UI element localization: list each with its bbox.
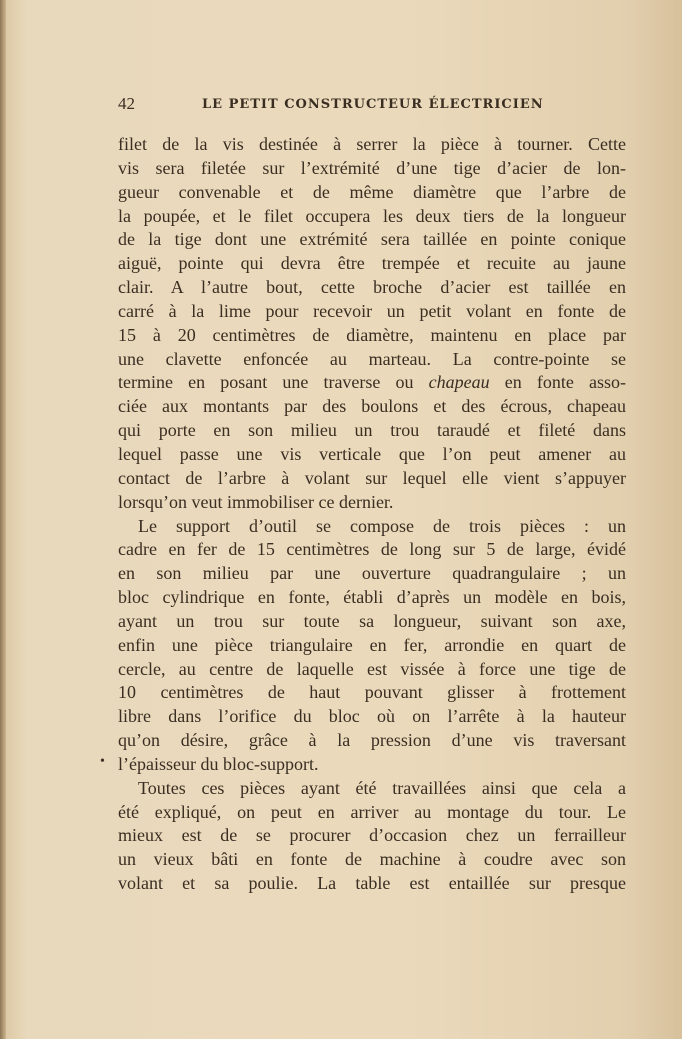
page-number: 42 [118,94,135,113]
text-line: un vieux bâti en fonte de machine à coudre avec son [118,849,626,870]
text-line: clair. A l’autre bout, cette broche d’acier est taillée en [118,277,626,298]
text-line: l’épaisseur du bloc-support. [118,753,319,774]
text-line: une clavette enfoncée au marteau. La contre-pointe se [118,348,626,369]
paragraph [118,133,626,515]
text-line: 15 à 20 centimètres de diamètre, maintenu en place par [118,324,626,345]
text-line: filet de la vis destinée à serrer la pièce à tourner. Cette [118,134,626,154]
text-line: bloc cylindrique en fonte, établi d’après un modèle en bois, [118,587,626,608]
text-line: été expliqué, on peut en arriver au montage du tour. Le [118,801,626,822]
text-line: qui porte en son milieu un trou taraudé et fileté dans [118,420,626,441]
text-line: Toutes ces pièces ayant été travaillées ainsi que cela a [138,777,626,798]
text-line: aiguë, pointe qui devra être trempée et recuite au jaune [118,253,626,274]
text-line: lorsqu’on veut immobiliser ce dernier. [118,491,394,512]
text-line: cadre en fer de 15 centimètres de long sur 5 de large, évidé [118,539,626,560]
text-line: qu’on désire, grâce à la pression d’une vis traversant [118,730,626,751]
text-line: gueur convenable et de même diamètre que l’arbre de [118,181,626,202]
text-line: libre dans l’orifice du bloc où on l’arrête à la hauteur [118,706,626,727]
body-text [118,133,626,896]
text-line: de la tige dont une extrémité sera taillée en pointe conique [118,229,626,250]
text-line: Le support d’outil se compose de trois pièces : un [138,515,626,536]
text-line: contact de l’arbre à volant sur lequel elle vient s’appuyer [118,467,626,488]
text-line: lequel passe une vis verticale que l’on peut amener au [118,443,626,464]
text-line: termine en posant une traverse ou chapeau en fonte asso- [118,372,626,393]
text-line: vis sera filetée sur l’extrémité d’une tige d’acier de lon- [118,157,626,178]
running-header [118,94,628,119]
text-line: volant et sa poulie. La table est entaillée sur presque [118,873,626,894]
paragraph [118,515,626,777]
text-line: ciée aux montants par des boulons et des écrous, chapeau [118,396,626,417]
text-line: cercle, au centre de laquelle est vissée à force une tige de [118,658,626,679]
text-line: carré à la lime pour recevoir un petit volant en fonte de [118,300,626,321]
text-line: enfin une pièce triangulaire en fer, arrondie en quart de [118,634,626,655]
text-line: en son milieu par une ouverture quadrangulaire ; un [118,563,626,584]
text-line: ayant un trou sur toute sa longueur, suivant son axe, [118,610,626,631]
text-line: 10 centimètres de haut pouvant glisser à frottement [118,682,626,703]
paragraph [118,777,626,896]
running-title: LE PETIT CONSTRUCTEUR ÉLECTRICIEN [202,97,544,112]
margin-mark: • [100,754,105,769]
text-line: la poupée, et le filet occupera les deux tiers de la longueur [118,205,626,226]
page-binding-edge [0,0,6,1039]
text-line: mieux est de se procurer d’occasion chez un ferrailleur [118,825,626,846]
